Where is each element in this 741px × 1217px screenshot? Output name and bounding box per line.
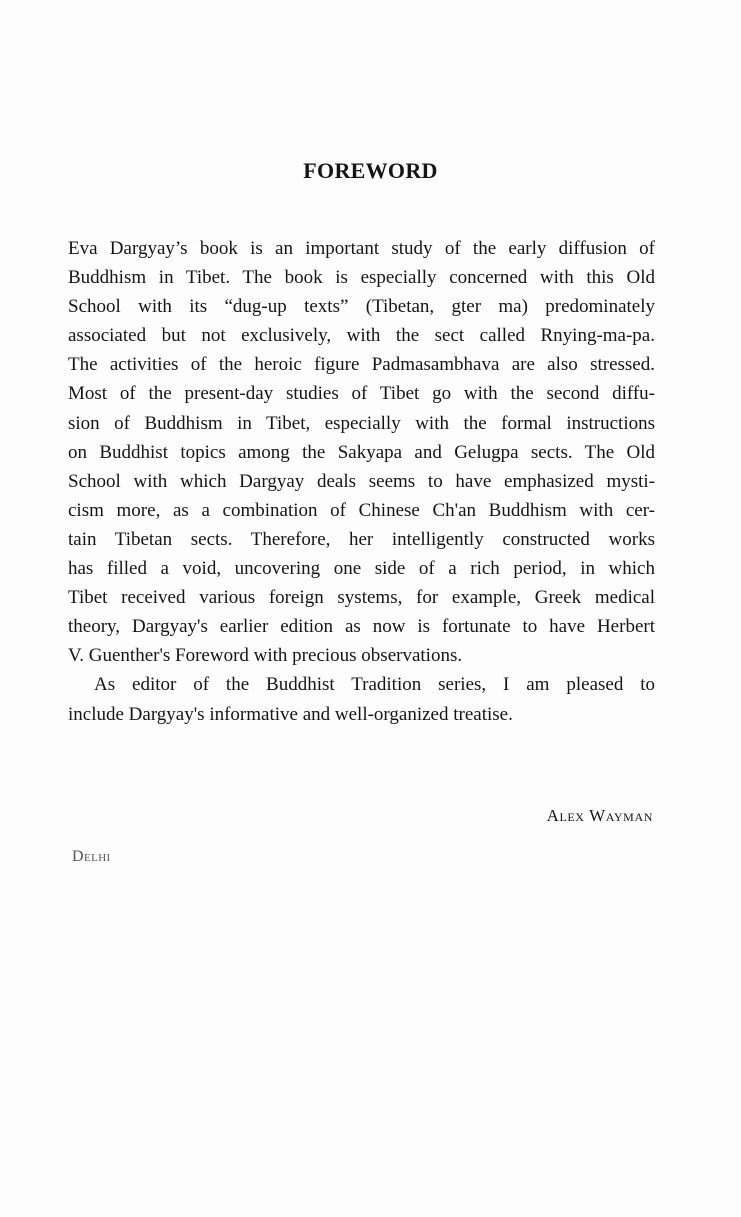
text-line: Buddhism in Tibet. The book is especially concerned with this Old	[68, 267, 655, 289]
text-line: theory, Dargyay's earlier edition as now is fortunate to have Herbert	[68, 616, 655, 638]
text-line: As editor of the Buddhist Tradition series, I am pleased to	[94, 674, 655, 696]
text-line: Eva Dargyay’s book is an important study of the early diffusion of	[68, 238, 655, 259]
text-line: School with which Dargyay deals seems to have emphasized mysti-	[68, 470, 655, 492]
text-line: cism more, as a combination of Chinese Ch'an Buddhism with cer-	[68, 499, 655, 521]
text-line: Most of the present-day studies of Tibet go with the second diffu-	[68, 383, 655, 405]
author-signature: Alex Wayman	[546, 806, 653, 825]
place-name: Delhi	[72, 848, 111, 865]
foreword-body	[68, 234, 655, 729]
text-line: V. Guenther's Foreword with precious observations.	[68, 645, 463, 667]
text-line: associated but not exclusively, with the sect called Rnying-ma-pa.	[68, 325, 655, 347]
text-line: include Dargyay's informative and well-organized treatise.	[68, 703, 513, 725]
paragraph-2	[68, 670, 655, 728]
text-line: Tibet received various foreign systems, for example, Greek medical	[68, 587, 655, 609]
text-line: The activities of the heroic figure Padmasambhava are also stressed.	[68, 354, 655, 376]
text-line: has filled a void, uncovering one side of a rich period, in which	[68, 558, 655, 580]
paragraph-1	[68, 234, 655, 670]
text-line: tain Tibetan sects. Therefore, her intelligently constructed works	[68, 528, 655, 550]
text-line: sion of Buddhism in Tibet, especially with the formal instructions	[68, 412, 655, 434]
page-title: FOREWORD	[303, 158, 438, 183]
text-line: on Buddhist topics among the Sakyapa and Gelugpa sects. The Old	[68, 441, 655, 463]
text-line: School with its “dug-up texts” (Tibetan, gter ma) predominately	[68, 296, 655, 318]
